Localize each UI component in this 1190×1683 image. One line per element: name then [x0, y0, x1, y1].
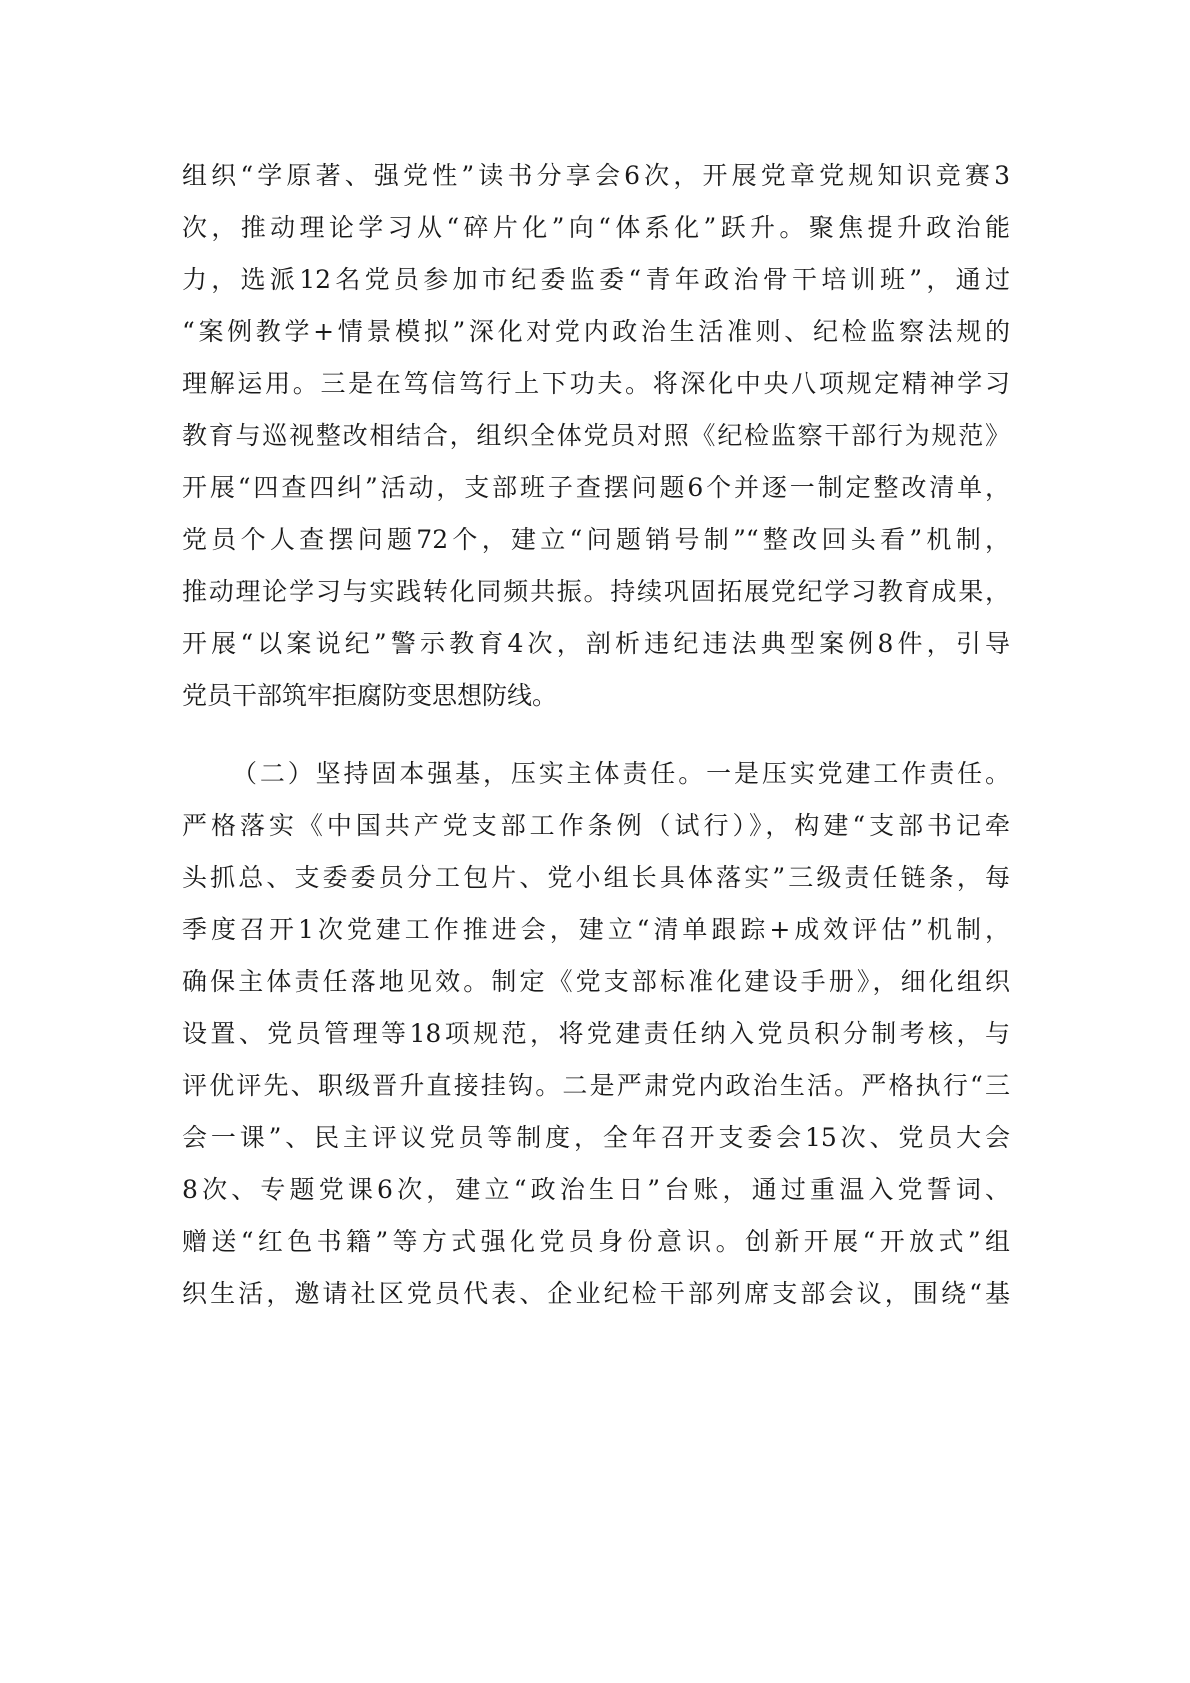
text-line: 赠送“红色书籍”等方式强化党员身份意识。创新开展“开放式”组	[182, 1227, 1010, 1256]
text-line: 党员个人查摆问题72个，建立“问题销号制”“整改回头看”机制，	[182, 525, 1010, 554]
paragraph-1	[182, 150, 1010, 722]
text-line: 评优评先、职级晋升直接挂钩。二是严肃党内政治生活。严格执行“三	[182, 1071, 1010, 1100]
text-line: 确保主体责任落地见效。制定《党支部标准化建设手册》，细化组织	[182, 967, 1010, 996]
text-line: 开展“以案说纪”警示教育4次，剖析违纪违法典型案例8件，引导	[182, 629, 1010, 658]
text-line: 开展“四查四纠”活动，支部班子查摆问题6个并逐一制定整改清单，	[182, 473, 1010, 502]
text-line: 组织“学原著、强党性”读书分享会6次，开展党章党规知识竞赛3	[182, 161, 1010, 190]
text-line: 理解运用。三是在笃信笃行上下功夫。将深化中央八项规定精神学习	[182, 369, 1010, 398]
text-line: 设置、党员管理等18项规范，将党建责任纳入党员积分制考核，与	[182, 1019, 1010, 1048]
section-heading-line: （二）坚持固本强基，压实主体责任。一是压实党建工作责任。	[232, 759, 1010, 788]
text-line: 教育与巡视整改相结合，组织全体党员对照《纪检监察干部行为规范》	[182, 421, 1010, 450]
paragraph-2	[182, 748, 1010, 1320]
document-body	[182, 150, 1010, 1320]
text-line: 次，推动理论学习从“碎片化”向“体系化”跃升。聚焦提升政治能	[182, 213, 1010, 242]
text-line: 头抓总、支委委员分工包片、党小组长具体落实”三级责任链条，每	[182, 863, 1010, 892]
text-line: 力，选派12名党员参加市纪委监委“青年政治骨干培训班”，通过	[182, 265, 1010, 294]
text-line: 季度召开1次党建工作推进会，建立“清单跟踪+成效评估”机制，	[182, 915, 1010, 944]
text-line: 党员干部筑牢拒腐防变思想防线。	[182, 681, 558, 710]
text-line: 推动理论学习与实践转化同频共振。持续巩固拓展党纪学习教育成果，	[182, 577, 1010, 606]
text-line: 严格落实《中国共产党支部工作条例（试行）》，构建“支部书记牵	[182, 811, 1010, 840]
text-line: 会一课”、民主评议党员等制度，全年召开支委会15次、党员大会	[182, 1123, 1010, 1152]
paragraph-spacer	[182, 722, 1010, 748]
text-line: “案例教学+情景模拟”深化对党内政治生活准则、纪检监察法规的	[182, 317, 1010, 346]
text-line: 8次、专题党课6次，建立“政治生日”台账，通过重温入党誓词、	[182, 1175, 1010, 1204]
text-line: 织生活，邀请社区党员代表、企业纪检干部列席支部会议，围绕“基	[182, 1279, 1010, 1308]
